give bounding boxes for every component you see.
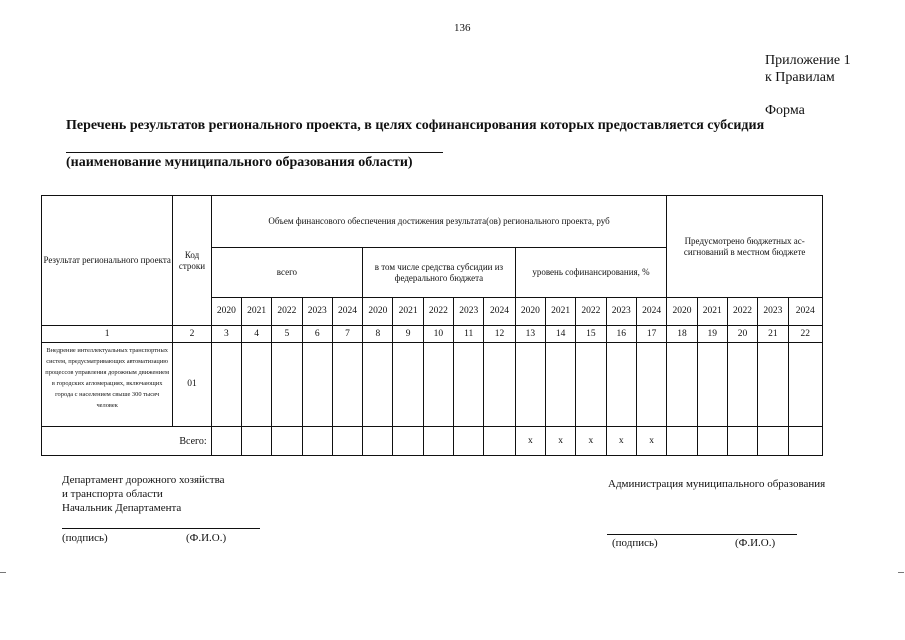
total-value-cell xyxy=(727,427,757,456)
year-cell: 2023 xyxy=(606,298,636,326)
header-result: Результат регионального проекта xyxy=(42,196,173,326)
data-value-cell xyxy=(758,343,788,427)
year-cell: 2022 xyxy=(727,298,757,326)
data-value-cell xyxy=(636,343,666,427)
dept-signature-line xyxy=(62,528,260,529)
column-number-cell: 1 xyxy=(42,326,173,343)
data-value-cell xyxy=(211,343,241,427)
municipality-name-line xyxy=(66,152,443,153)
administration-label: Администрация муниципального образования xyxy=(608,478,826,490)
results-table xyxy=(41,195,823,456)
total-value-cell xyxy=(302,427,332,456)
column-number-cell: 15 xyxy=(576,326,606,343)
total-value-cell xyxy=(788,427,823,456)
year-cell: 2022 xyxy=(576,298,606,326)
column-number-cell: 4 xyxy=(241,326,271,343)
year-cell: 2021 xyxy=(393,298,423,326)
total-value-cell xyxy=(423,427,453,456)
year-cell: 2024 xyxy=(636,298,666,326)
column-number-cell: 17 xyxy=(636,326,666,343)
total-value-cell xyxy=(454,427,484,456)
year-cell: 2020 xyxy=(211,298,241,326)
data-value-cell xyxy=(515,343,545,427)
header-code: Код строки xyxy=(173,196,211,326)
year-cell: 2024 xyxy=(484,298,515,326)
data-value-cell xyxy=(241,343,271,427)
data-value-cell xyxy=(667,343,697,427)
column-number-cell: 13 xyxy=(515,326,545,343)
data-value-cell xyxy=(606,343,636,427)
total-x-mark: x xyxy=(545,427,575,456)
year-cell: 2023 xyxy=(454,298,484,326)
column-number-cell: 16 xyxy=(606,326,636,343)
year-cell: 2023 xyxy=(758,298,788,326)
column-number-cell: 12 xyxy=(484,326,515,343)
total-value-cell xyxy=(697,427,727,456)
data-value-cell xyxy=(454,343,484,427)
data-value-cell xyxy=(484,343,515,427)
column-number-cell: 20 xyxy=(727,326,757,343)
total-value-cell xyxy=(332,427,362,456)
dept-line-2: и транспорта области xyxy=(62,488,163,500)
dept-sign-label: (подпись) xyxy=(62,532,108,544)
column-number-cell: 9 xyxy=(393,326,423,343)
total-x-mark: x xyxy=(515,427,545,456)
data-value-cell xyxy=(727,343,757,427)
column-number-cell: 8 xyxy=(363,326,393,343)
data-value-cell xyxy=(363,343,393,427)
document-title: Перечень результатов регионального проекта, в целях софинансирования которых предоставляется субсидия xyxy=(66,118,765,133)
column-number-cell: 11 xyxy=(454,326,484,343)
column-number-cell: 6 xyxy=(302,326,332,343)
data-value-cell xyxy=(302,343,332,427)
year-cell: 2020 xyxy=(515,298,545,326)
header-federal: в том числе средства субсидии из федерального бюджета xyxy=(363,248,516,298)
column-number-cell: 19 xyxy=(697,326,727,343)
year-cell: 2020 xyxy=(667,298,697,326)
year-cell: 2021 xyxy=(241,298,271,326)
data-value-cell xyxy=(697,343,727,427)
dept-fio-label: (Ф.И.О.) xyxy=(186,532,227,544)
column-number-cell: 22 xyxy=(788,326,823,343)
header-funding-group: Объем финансового обеспечения достижения результата(ов) регионального проекта, руб xyxy=(211,196,667,248)
result-cell: Внедрение интеллектуальных транспортных систем, предусматривающих автоматизацию процессов управления дорожным движением в городских агломерациях, включающих города с населением свыше 300 тысяч человек xyxy=(42,343,173,427)
column-number-cell: 3 xyxy=(211,326,241,343)
total-value-cell xyxy=(241,427,271,456)
column-number-cell: 10 xyxy=(423,326,453,343)
header-cofinancing: уровень софинансирования, % xyxy=(515,248,667,298)
appendix-line-2: к Правилам xyxy=(765,70,835,85)
column-number-cell: 5 xyxy=(272,326,302,343)
page-number: 136 xyxy=(454,22,471,34)
year-cell: 2020 xyxy=(363,298,393,326)
total-x-mark: x xyxy=(636,427,666,456)
year-cell: 2024 xyxy=(332,298,362,326)
department-signature-block xyxy=(62,473,225,515)
year-cell: 2024 xyxy=(788,298,823,326)
form-label: Форма xyxy=(765,103,805,118)
year-cell: 2023 xyxy=(302,298,332,326)
dept-line-3: Начальник Департамента xyxy=(62,502,182,514)
data-value-cell xyxy=(576,343,606,427)
year-cell: 2022 xyxy=(272,298,302,326)
left-edge-mark xyxy=(0,572,6,573)
column-number-cell: 14 xyxy=(545,326,575,343)
total-x-mark: x xyxy=(576,427,606,456)
total-value-cell xyxy=(758,427,788,456)
year-cell: 2021 xyxy=(697,298,727,326)
year-cell: 2022 xyxy=(423,298,453,326)
code-cell: 01 xyxy=(173,343,211,427)
total-value-cell xyxy=(393,427,423,456)
total-value-cell xyxy=(272,427,302,456)
admin-fio-label: (Ф.И.О.) xyxy=(735,537,776,549)
total-value-cell xyxy=(484,427,515,456)
year-cell: 2021 xyxy=(545,298,575,326)
data-value-cell xyxy=(272,343,302,427)
data-value-cell xyxy=(423,343,453,427)
column-number-cell: 7 xyxy=(332,326,362,343)
dept-line-1: Департамент дорожного хозяйства xyxy=(62,474,225,486)
column-number-cell: 21 xyxy=(758,326,788,343)
appendix-line-1: Приложение 1 xyxy=(765,53,851,68)
appendix-reference xyxy=(765,52,851,86)
total-value-cell xyxy=(211,427,241,456)
data-value-cell xyxy=(332,343,362,427)
admin-signature-line xyxy=(607,534,797,535)
right-edge-mark xyxy=(898,572,904,573)
municipality-label: (наименование муниципального образования области) xyxy=(66,155,413,170)
total-x-mark: x xyxy=(606,427,636,456)
column-number-cell: 2 xyxy=(173,326,211,343)
total-label: Всего: xyxy=(42,427,212,456)
data-value-cell xyxy=(788,343,823,427)
admin-sign-label: (подпись) xyxy=(612,537,658,549)
total-value-cell xyxy=(667,427,697,456)
column-number-cell: 18 xyxy=(667,326,697,343)
total-value-cell xyxy=(363,427,393,456)
data-value-cell xyxy=(393,343,423,427)
header-total: всего xyxy=(211,248,362,298)
data-value-cell xyxy=(545,343,575,427)
header-local-budget: Предусмотрено бюджетных ассигнований в местном бюджете xyxy=(667,196,823,298)
